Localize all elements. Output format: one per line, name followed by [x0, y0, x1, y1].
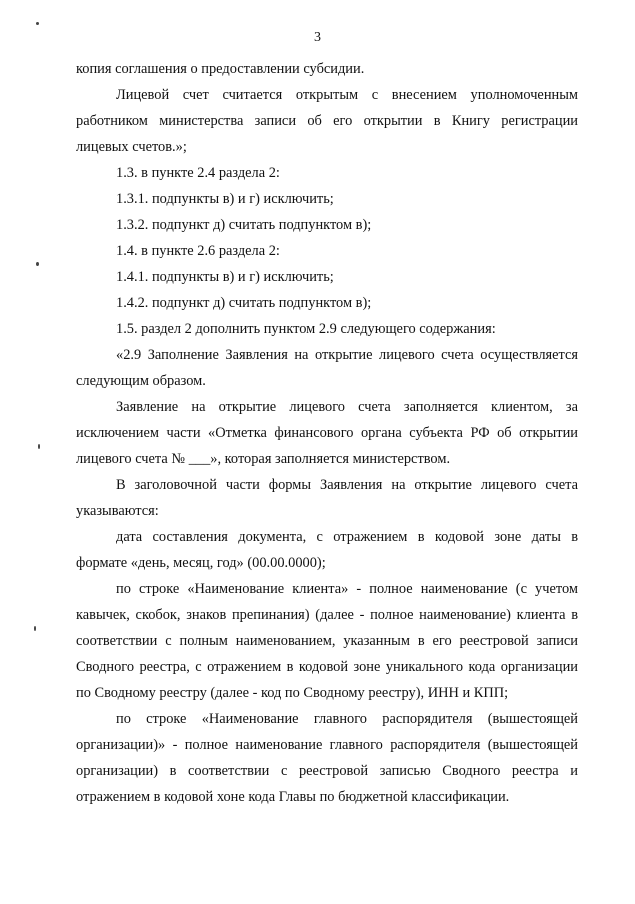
- text-line: организации) в соответствии с реестровой записью Сводного реестра и: [76, 763, 578, 779]
- text-line: следующим образом.: [76, 373, 206, 389]
- text-line: 1.3.2. подпункт д) считать подпунктом в);: [116, 217, 372, 233]
- scan-speck: [36, 22, 39, 25]
- text-line: формате «день, месяц, год» (00.00.0000);: [76, 555, 326, 571]
- text-line: исключением части «Отметка финансового органа субъекта РФ об открытии: [76, 425, 578, 441]
- document-text: [76, 56, 578, 810]
- text-line: лицевого счета № ___», которая заполняется министерством.: [76, 451, 451, 467]
- scan-speck: [38, 444, 40, 449]
- text-line: Заявление на открытие лицевого счета заполняется клиентом, за: [116, 399, 578, 415]
- text-line: 1.4.1. подпункты в) и г) исключить;: [116, 269, 334, 285]
- scan-speck: [34, 626, 36, 631]
- text-line: В заголовочной части формы Заявления на открытие лицевого счета: [116, 477, 578, 493]
- scan-speck: [36, 262, 39, 266]
- text-line: кавычек, скобок, знаков препинания) (далее - полное наименование) клиента в: [76, 607, 578, 623]
- text-line: организации)» - полное наименование главного распорядителя (вышестоящей: [76, 737, 578, 753]
- text-line: по Сводному реестру (далее - код по Сводному реестру), ИНН и КПП;: [76, 685, 509, 701]
- text-line: дата составления документа, с отражением в кодовой зоне даты в: [116, 529, 578, 545]
- text-line: Лицевой счет считается открытым с внесением уполномоченным: [116, 87, 578, 103]
- text-line: указываются:: [76, 503, 159, 519]
- text-line: 1.3.1. подпункты в) и г) исключить;: [116, 191, 334, 207]
- text-line: 1.3. в пункте 2.4 раздела 2:: [116, 165, 280, 181]
- text-line: 1.4.2. подпункт д) считать подпунктом в);: [116, 295, 372, 311]
- text-line: 1.4. в пункте 2.6 раздела 2:: [116, 243, 280, 259]
- page-number: 3: [314, 30, 321, 45]
- text-line: работником министерства записи об его открытии в Книгу регистрации: [76, 113, 578, 129]
- text-line: по строке «Наименование клиента» - полное наименование (с учетом: [116, 581, 578, 597]
- text-line: лицевых счетов.»;: [76, 139, 187, 155]
- text-line: по строке «Наименование главного распорядителя (вышестоящей: [116, 711, 578, 727]
- text-line: соответствии с полным наименованием, указанным в его реестровой записи: [76, 633, 578, 649]
- text-line: 1.5. раздел 2 дополнить пунктом 2.9 следующего содержания:: [116, 321, 496, 337]
- text-line: «2.9 Заполнение Заявления на открытие лицевого счета осуществляется: [116, 347, 578, 363]
- text-line: отражением в кодовой хоне кода Главы по бюджетной классификации.: [76, 789, 510, 805]
- text-line: копия соглашения о предоставлении субсидии.: [76, 61, 365, 77]
- text-line: Сводного реестра, с отражением в кодовой зоне уникального кода организации: [76, 659, 578, 675]
